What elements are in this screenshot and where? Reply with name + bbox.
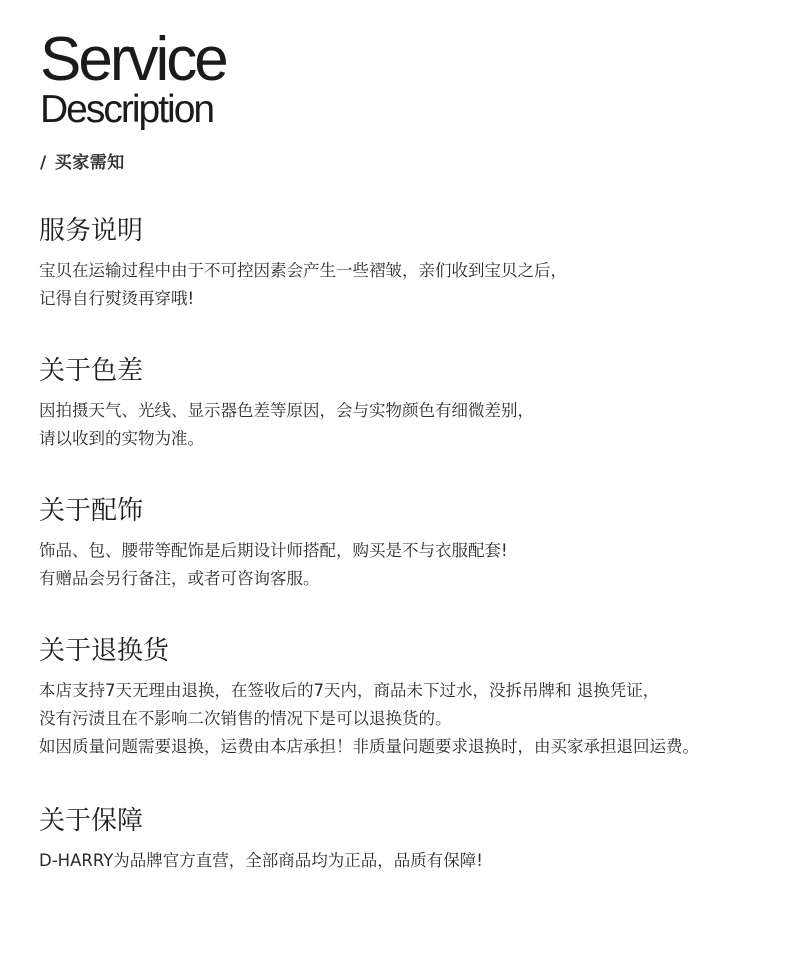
section-line: 宝贝在运输过程中由于不可控因素会产生一些褶皱，亲们收到宝贝之后， xyxy=(39,261,567,280)
section-color-difference xyxy=(39,355,769,453)
section-body xyxy=(39,257,769,313)
hero-header xyxy=(40,25,226,173)
section-body xyxy=(39,677,769,761)
section-line: 没有污渍且在不影响二次销售的情况下是可以退换货的。 xyxy=(39,709,452,728)
slash-divider: / xyxy=(40,153,47,173)
section-heading: 关于配饰 xyxy=(39,496,144,526)
buyer-notice-label: 买家需知 xyxy=(54,153,125,173)
section-body xyxy=(39,537,769,593)
buyer-notice-tag xyxy=(40,148,226,173)
section-line: 因拍摄天气、光线、显示器色差等原因，会与实物颜色有细微差别， xyxy=(39,401,534,420)
section-line: 请以收到的实物为准。 xyxy=(39,429,204,448)
section-line: 饰品、包、腰带等配饰是后期设计师搭配，购买是不与衣服配套! xyxy=(39,541,508,560)
section-heading: 关于退换货 xyxy=(39,636,170,666)
section-returns-exchanges xyxy=(39,635,769,761)
section-accessories xyxy=(39,495,769,593)
section-body xyxy=(39,397,769,453)
section-line: 有赠品会另行备注，或者可咨询客服。 xyxy=(39,569,320,588)
section-body xyxy=(39,847,769,875)
section-line: D-HARRY为品牌官方直营，全部商品均为正品，品质有保障! xyxy=(39,851,483,870)
section-heading: 关于保障 xyxy=(39,806,144,836)
section-service-notes xyxy=(39,215,769,313)
section-guarantee xyxy=(39,805,769,875)
hero-subtitle: Description xyxy=(40,88,214,131)
hero-title: Service xyxy=(40,25,226,94)
section-line: 记得自行熨烫再穿哦! xyxy=(39,289,195,308)
section-heading: 服务说明 xyxy=(39,216,144,246)
section-line: 如因质量问题需要退换，运费由本店承担！非质量问题要求退换时，由买家承担退回运费。 xyxy=(39,737,699,756)
section-heading: 关于色差 xyxy=(39,356,144,386)
section-line: 本店支持7天无理由退换，在签收后的7天内，商品未下过水，没拆吊牌和 退换凭证， xyxy=(39,681,660,700)
